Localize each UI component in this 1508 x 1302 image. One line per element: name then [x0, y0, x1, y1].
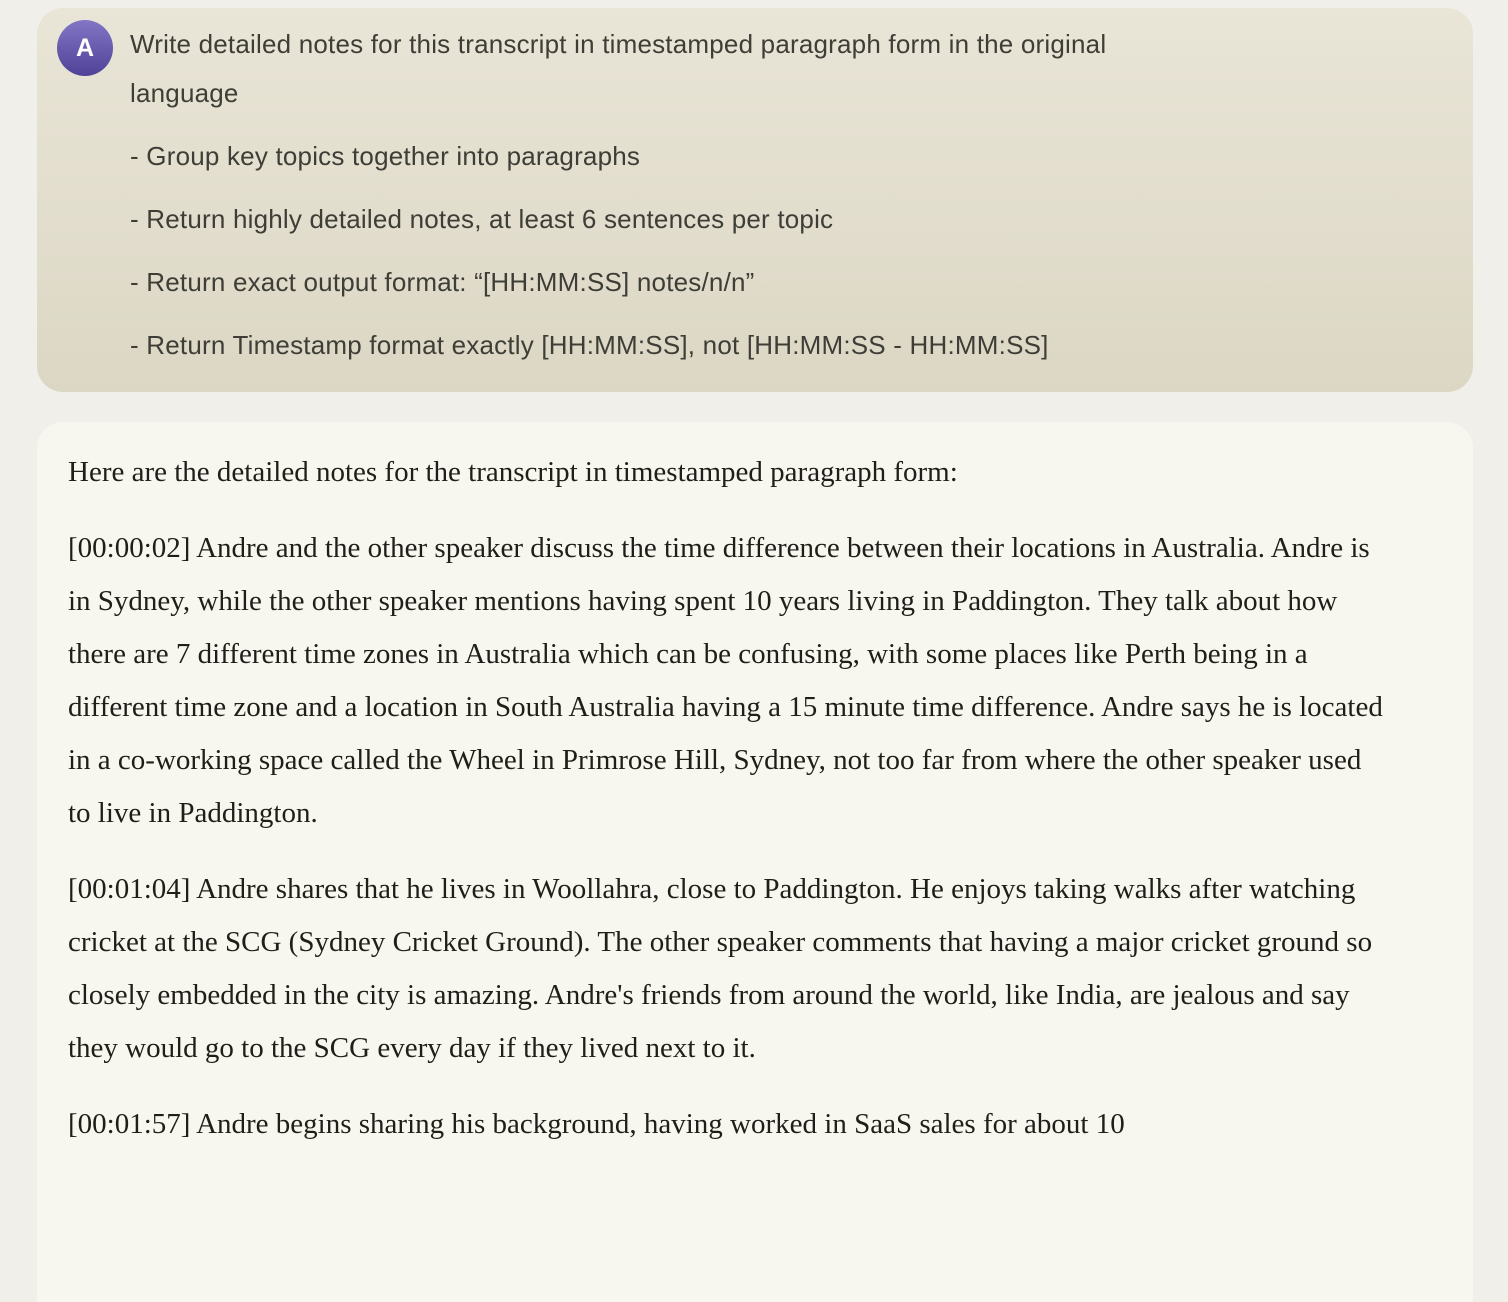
- assistant-paragraph-3: [00:01:57] Andre begins sharing his background, having worked in SaaS sales for about 10: [68, 1108, 1125, 1140]
- avatar-letter: A: [75, 33, 95, 62]
- assistant-intro: Here are the detailed notes for the transcript in timestamped paragraph form:: [68, 456, 958, 488]
- user-bullet-3: - Return exact output format: “[HH:MM:SS] notes/n/n”: [130, 267, 755, 297]
- assistant-paragraph-2: [00:01:04] Andre shares that he lives in Woollahra, close to Paddington. He enjoys taking walks after watching cricket at the SCG (Sydney Cricket Ground). The other speaker comments that having a major cricket ground so closely embedded in the city is amazing. Andre's friends from around the world, like India, are jealous and say they would go to the SCG every day if they lived next to it.: [68, 873, 1373, 1064]
- user-message: [37, 8, 1473, 392]
- user-message-content: [130, 20, 1106, 370]
- user-intro-line-1: Write detailed notes for this transcript in timestamped paragraph form in the original: [130, 29, 1107, 59]
- user-bullet-4: - Return Timestamp format exactly [HH:MM:SS], not [HH:MM:SS - HH:MM:SS]: [130, 330, 1049, 360]
- user-bullet-1: - Group key topics together into paragraphs: [130, 141, 641, 171]
- user-avatar: [57, 20, 113, 76]
- user-intro-line-2: language: [130, 78, 239, 108]
- assistant-paragraph-1: [00:00:02] Andre and the other speaker discuss the time difference between their locations in Australia. Andre is in Sydney, while the other speaker mentions having spent 10 years living in Paddington. They talk about how there are 7 different time zones in Australia which can be confusing, with some places like Perth being in a different time zone and a location in South Australia having a 15 minute time difference. Andre says he is located in a co-working space called the Wheel in Primrose Hill, Sydney, not too far from where the other speaker used to live in Paddington.: [68, 532, 1383, 829]
- assistant-response: [37, 422, 1473, 1302]
- user-message-intro: [130, 20, 1106, 118]
- user-bullet-2: - Return highly detailed notes, at least 6 sentences per topic: [130, 204, 834, 234]
